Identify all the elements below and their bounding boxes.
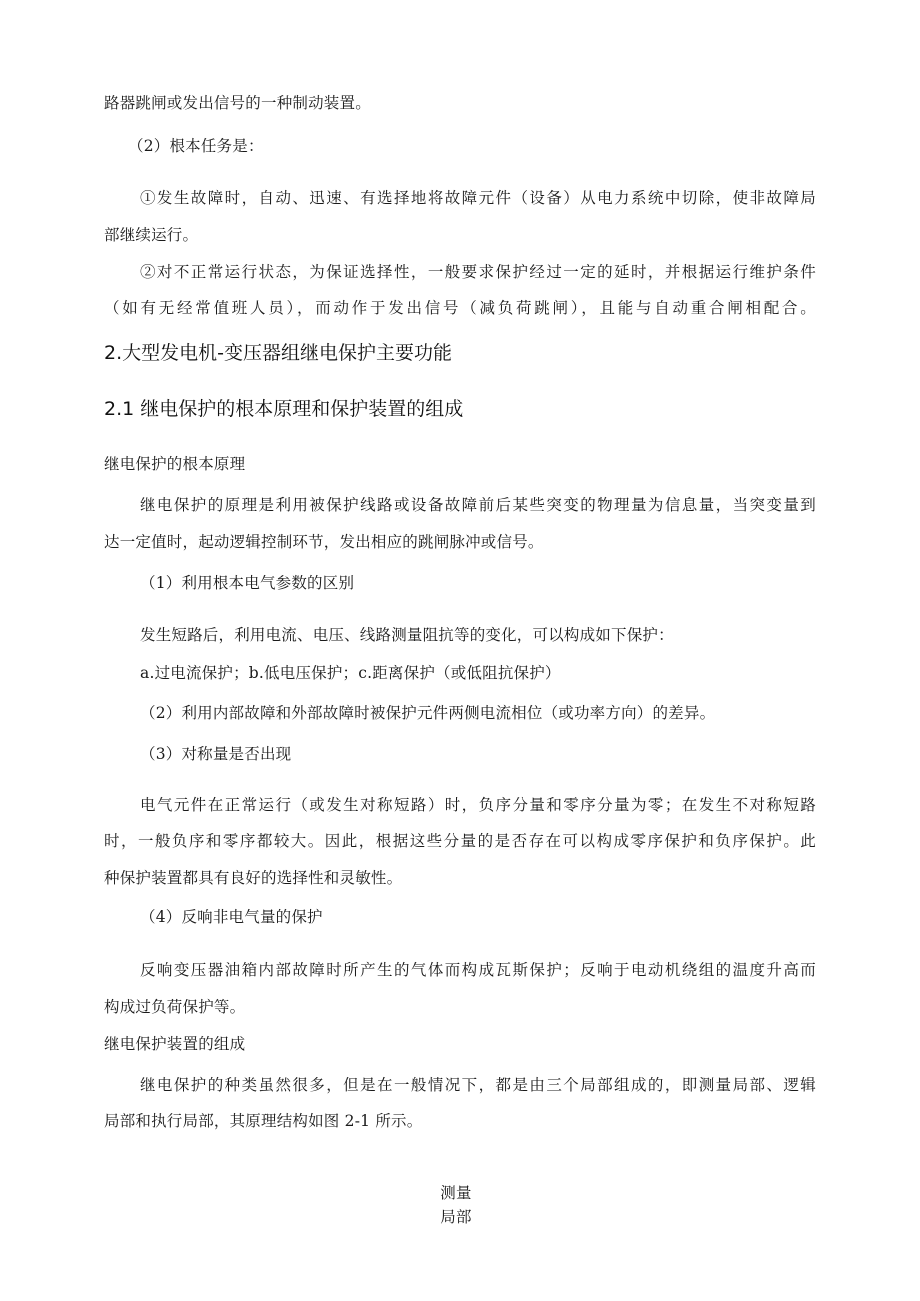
item-3-line-3: 种保护装置都具有良好的选择性和灵敏性。 (104, 869, 403, 887)
item-1-description: 发生短路后，利用电流、电压、线路测量阻抗等的变化，可以构成如下保护： (140, 626, 674, 644)
section-2-title: 2.大型发电机-变压器组继电保护主要功能 (104, 342, 452, 364)
device-subtitle: 继电保护装置的组成 (104, 1035, 246, 1053)
item-3-line-1: 电气元件在正常运行（或发生对称短路）时，负序分量和零序分量为零；在发生不对称短路 (140, 796, 816, 814)
task-2-line-2: （如有无经常值班人员），而动作于发出信号（减负荷跳闸），且能与自动重合闸相配合。 (104, 299, 816, 317)
item-4-line-1: 反响变压器油箱内部故障时所产生的气体而构成瓦斯保护；反响于电动机绕组的温度升高而 (140, 961, 816, 979)
task-2-line-1: ②对不正常运行状态，为保证选择性，一般要求保护经过一定的延时，并根据运行维护条件 (140, 263, 816, 281)
section-2-1-title: 2.1 继电保护的根本原理和保护装置的组成 (104, 398, 464, 420)
task-1-line-1: ①发生故障时，自动、迅速、有选择地将故障元件（设备）从电力系统中切除，使非故障局 (140, 189, 816, 207)
principle-line-2: 达一定值时，起动逻辑控制环节，发出相应的跳闸脉冲或信号。 (104, 533, 544, 551)
principle-line-1: 继电保护的原理是利用被保护线路或设备故障前后某些突变的物理量为信息量，当突变量到 (140, 496, 816, 514)
figure-label-line-1: 测量 (440, 1184, 472, 1202)
task-1-line-2: 部继续运行。 (104, 226, 199, 244)
figure-label-line-2: 局部 (440, 1208, 472, 1226)
item-1-heading: （1）利用根本电气参数的区别 (140, 574, 355, 592)
device-line-2: 局部和执行局部，其原理结构如图 2-1 所示。 (104, 1112, 423, 1130)
item-1-list: a.过电流保护；b.低电压保护；c.距离保护（或低阻抗保护） (140, 664, 561, 682)
item-3-heading: （3）对称量是否出现 (140, 745, 292, 763)
item-4-heading: （4）反响非电气量的保护 (140, 908, 323, 926)
intro-continuation: 路器跳闸或发出信号的一种制动装置。 (104, 94, 371, 112)
item-4-line-2: 构成过负荷保护等。 (104, 998, 246, 1016)
item-2-heading: （2）利用内部故障和外部故障时被保护元件两侧电流相位（或功率方向）的差异。 (140, 704, 716, 722)
device-line-1: 继电保护的种类虽然很多，但是在一般情况下，都是由三个局部组成的，即测量局部、逻辑 (140, 1076, 816, 1094)
task-heading: （2）根本任务是： (128, 137, 264, 155)
item-3-line-2: 时，一般负序和零序都较大。因此，根据这些分量的是否存在可以构成零序保护和负序保护。此 (104, 832, 816, 850)
principle-subtitle: 继电保护的根本原理 (104, 455, 246, 473)
